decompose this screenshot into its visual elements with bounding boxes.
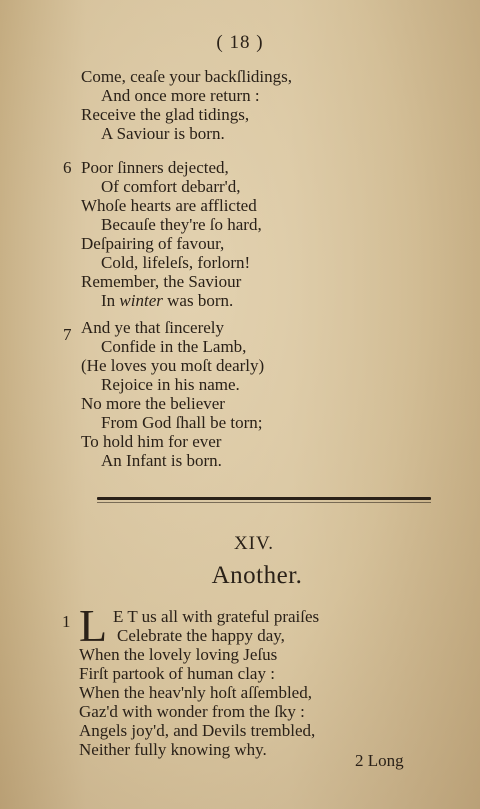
- verse-text: was born.: [167, 291, 234, 310]
- verse-line: When the heav'nly hoſt aſſembled,: [79, 683, 312, 702]
- verse-line: Receive the glad tidings,: [81, 105, 250, 124]
- verse-line: Remember, the Saviour: [81, 272, 242, 291]
- section-divider-rule: [97, 497, 431, 500]
- verse-line: When the lovely loving Jeſus: [79, 645, 278, 664]
- verse-line: Neither fully knowing why.: [79, 740, 267, 759]
- verse-line: Of comfort debarr'd,: [101, 177, 241, 196]
- verse-line: Gaz'd with wonder from the ſky :: [79, 702, 305, 721]
- verse-line: Becauſe they're ſo hard,: [101, 215, 262, 234]
- verse-line: Angels joy'd, and Devils trembled,: [79, 721, 316, 740]
- stanza-number: 7: [63, 325, 72, 344]
- drop-cap: L: [79, 600, 108, 651]
- verse-line: Rejoice in his name.: [101, 375, 240, 394]
- verse-line: No more the believer: [81, 394, 225, 413]
- hymn-number: XIV.: [233, 533, 275, 554]
- verse-line: Celebrate the happy day,: [117, 626, 285, 645]
- verse-line: And once more return :: [101, 86, 260, 105]
- verse-line: (He loves you moſt dearly): [81, 356, 265, 375]
- verse-line: [101, 291, 233, 311]
- stanza-number: 1: [62, 612, 71, 631]
- hymn-title: Another.: [211, 562, 303, 589]
- verse-line: Cold, lifeleſs, forlorn!: [101, 253, 251, 272]
- verse-line: Deſpairing of favour,: [81, 234, 225, 253]
- verse-line: From God ſhall be torn;: [101, 413, 263, 432]
- verse-line: Come, ceaſe your backſlidings,: [81, 67, 293, 86]
- verse-italic-word: winter: [119, 291, 163, 310]
- stanza-number: 6: [63, 158, 72, 177]
- page-number: ( 18 ): [216, 32, 264, 53]
- verse-text: In: [101, 291, 116, 310]
- section-divider-rule-thin: [97, 502, 431, 503]
- verse-line: Firſt partook of human clay :: [79, 664, 275, 683]
- verse-line: E T us all with grateful praiſes: [113, 607, 320, 626]
- catchword: 2 Long: [355, 751, 404, 770]
- verse-line: Whoſe hearts are afflicted: [81, 196, 257, 215]
- verse-line: Poor ſinners dejected,: [81, 158, 229, 177]
- verse-line: Confide in the Lamb,: [101, 337, 247, 356]
- verse-line: To hold him for ever: [81, 432, 222, 451]
- verse-line: And ye that ſincerely: [81, 318, 225, 337]
- verse-line: A Saviour is born.: [101, 124, 225, 143]
- verse-line: An Infant is born.: [101, 451, 222, 470]
